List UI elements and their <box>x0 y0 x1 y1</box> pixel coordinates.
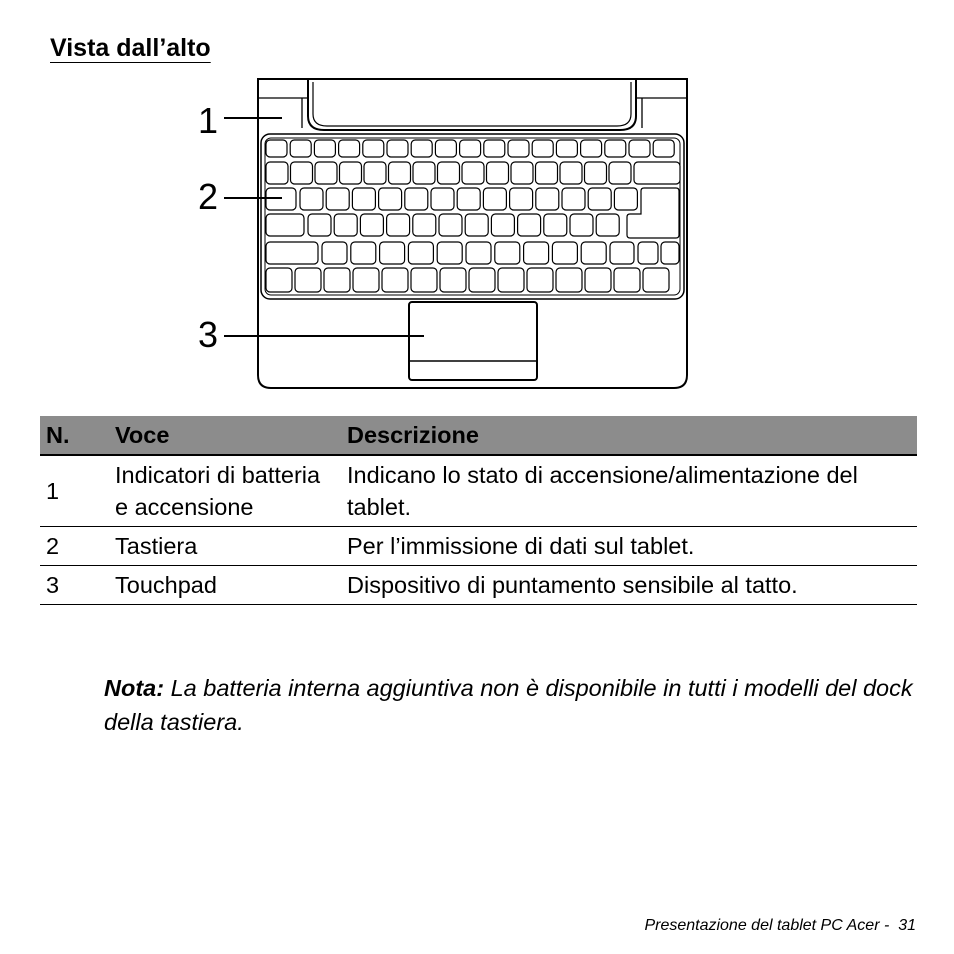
keyboard-key <box>380 242 405 264</box>
keyboard-key <box>508 140 529 157</box>
keyboard-key <box>379 188 402 210</box>
header-num: N. <box>40 416 109 455</box>
touchpad-outline <box>409 302 537 380</box>
keyboard-key <box>552 242 577 264</box>
keyboard-key <box>457 188 480 210</box>
dock-drawing <box>190 70 700 400</box>
keyboard-key <box>585 162 607 184</box>
keyboard-key <box>643 268 669 292</box>
keyboard-key <box>469 268 495 292</box>
header-descrizione: Descrizione <box>341 416 917 455</box>
keyboard-key <box>484 140 505 157</box>
row-voce: Tastiera <box>109 527 341 566</box>
keyboard-key <box>605 140 626 157</box>
keyboard-key <box>353 268 379 292</box>
row-voce: Touchpad <box>109 566 341 605</box>
keyboard-key <box>437 242 462 264</box>
keyboard-key <box>638 242 658 264</box>
keyboard-key <box>556 268 582 292</box>
keyboard-key <box>487 162 509 184</box>
row-descrizione: Indicano lo stato di accensione/alimentazione del tablet. <box>341 455 917 527</box>
row-descrizione: Per l’immissione di dati sul tablet. <box>341 527 917 566</box>
callout-number-2: 2 <box>198 176 219 217</box>
keyboard-key <box>339 140 360 157</box>
keyboard-key <box>609 162 631 184</box>
keyboard-key <box>411 140 432 157</box>
keyboard-key <box>266 268 292 292</box>
table-header-row <box>40 416 917 455</box>
table-row <box>40 566 917 605</box>
row-num: 3 <box>40 566 109 605</box>
keyboard-key <box>431 188 454 210</box>
footer-chapter: Presentazione del tablet PC Acer - <box>644 917 890 934</box>
keyboard-key <box>596 214 619 236</box>
keyboard-key <box>266 162 288 184</box>
keyboard-key <box>462 162 484 184</box>
keyboard-key <box>440 268 466 292</box>
keyboard-key <box>556 140 577 157</box>
keyboard-key <box>351 242 376 264</box>
keyboard-key <box>536 162 558 184</box>
keyboard-key <box>465 214 488 236</box>
keyboard-key <box>438 162 460 184</box>
keyboard-key <box>413 214 436 236</box>
note-label: Nota: <box>104 674 165 701</box>
keyboard-dock-diagram <box>190 70 700 400</box>
keyboard-key <box>536 188 559 210</box>
page-number: 31 <box>898 917 916 934</box>
keyboard-key <box>439 214 462 236</box>
keyboard-key <box>614 188 637 210</box>
keyboard-key <box>413 162 435 184</box>
note <box>104 671 924 739</box>
table-row <box>40 527 917 566</box>
keyboard-key <box>295 268 321 292</box>
keyboard-key <box>387 140 408 157</box>
keyboard-key <box>408 242 433 264</box>
keyboard-key <box>562 188 585 210</box>
keyboard-key <box>614 268 640 292</box>
row-num: 2 <box>40 527 109 566</box>
keyboard-key <box>581 140 602 157</box>
page-footer <box>644 917 916 935</box>
keyboard-key <box>634 162 680 184</box>
keyboard-key <box>544 214 567 236</box>
row-voce: Indicatori di batteria e accensione <box>109 455 341 527</box>
header-voce: Voce <box>109 416 341 455</box>
keyboard-key <box>585 268 611 292</box>
keyboard-key <box>653 140 674 157</box>
keyboard-key <box>352 188 375 210</box>
keyboard-key <box>527 268 553 292</box>
keyboard-key <box>405 188 428 210</box>
keyboard-key <box>610 242 634 264</box>
keyboard-key <box>411 268 437 292</box>
keyboard-key <box>340 162 362 184</box>
keyboard-key <box>483 188 506 210</box>
keyboard-key <box>314 140 335 157</box>
keyboard-key <box>560 162 582 184</box>
keyboard-key <box>510 188 533 210</box>
keyboard-key <box>661 242 679 264</box>
keyboard-key <box>326 188 349 210</box>
note-text: La batteria interna aggiuntiva non è disponibile in tutti i modelli del dock della tastiera. <box>104 674 913 735</box>
keyboard-key <box>290 140 311 157</box>
keyboard-key <box>322 242 347 264</box>
keyboard-key <box>363 140 384 157</box>
table-row <box>40 455 917 527</box>
keyboard-key <box>498 268 524 292</box>
keyboard-key <box>387 214 410 236</box>
keyboard-key <box>389 162 411 184</box>
keyboard-key <box>334 214 357 236</box>
keyboard-key <box>364 162 386 184</box>
row-descrizione: Dispositivo di puntamento sensibile al tatto. <box>341 566 917 605</box>
keyboard-key <box>315 162 337 184</box>
callout-number-1: 1 <box>198 100 219 141</box>
keyboard-key <box>495 242 520 264</box>
row-num: 1 <box>40 455 109 527</box>
parts-table <box>40 416 917 605</box>
keyboard-key <box>266 214 304 236</box>
keyboard-key <box>491 214 514 236</box>
keyboard-key <box>588 188 611 210</box>
keyboard-key <box>524 242 549 264</box>
keyboard-key <box>532 140 553 157</box>
keyboard-key <box>518 214 541 236</box>
keyboard-key <box>308 214 331 236</box>
keyboard-key <box>435 140 456 157</box>
keyboard-key <box>266 140 287 157</box>
callout-number-3: 3 <box>198 314 219 355</box>
enter-key <box>627 188 679 238</box>
keyboard-key <box>460 140 481 157</box>
section-title: Vista dall’alto <box>50 34 211 62</box>
keyboard-key <box>360 214 383 236</box>
keyboard-key <box>511 162 533 184</box>
keyboard-key <box>291 162 313 184</box>
keyboard-key <box>324 268 350 292</box>
keyboard-key <box>570 214 593 236</box>
keyboard-key <box>300 188 323 210</box>
keyboard-key <box>629 140 650 157</box>
keyboard-key <box>466 242 491 264</box>
tablet-hinge <box>308 79 636 130</box>
keyboard-key <box>266 242 318 264</box>
keyboard-key <box>581 242 606 264</box>
keyboard-key <box>382 268 408 292</box>
